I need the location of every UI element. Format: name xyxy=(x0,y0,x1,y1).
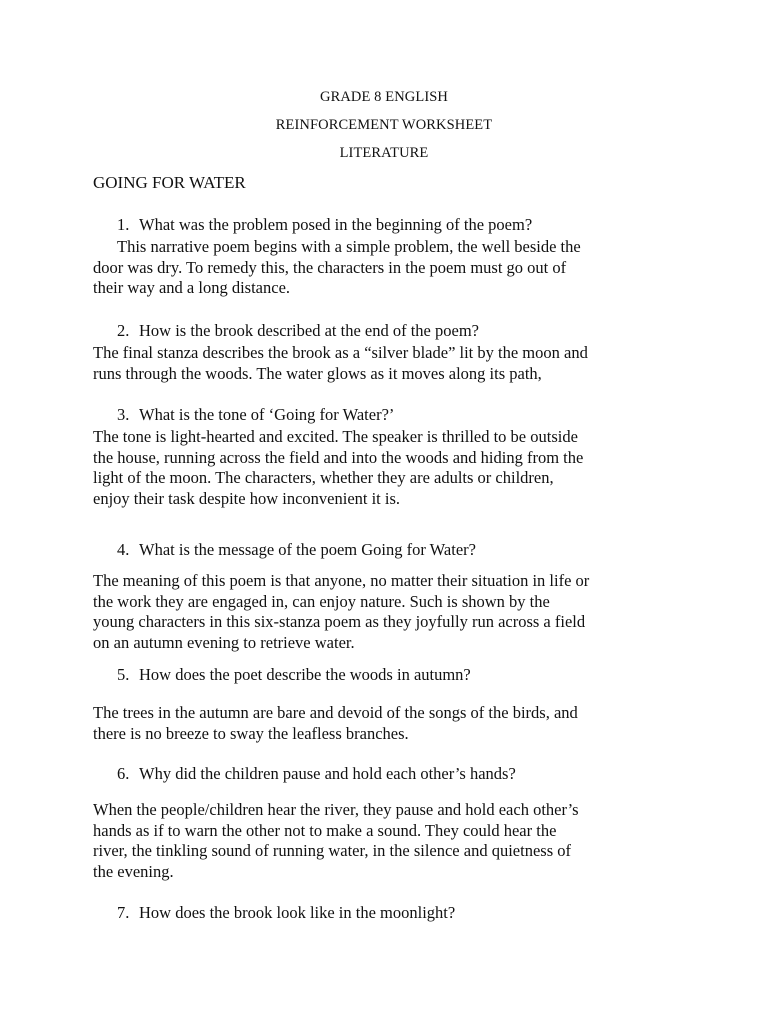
answer-2 xyxy=(93,343,693,384)
poem-title: GOING FOR WATER xyxy=(93,173,246,192)
answer-line: there is no breeze to sway the leafless branches. xyxy=(93,723,409,743)
question-text: How is the brook described at the end of the poem? xyxy=(139,321,479,340)
answer-line: When the people/children hear the river, they pause and hold each other’s xyxy=(93,800,579,819)
answer-line: the house, running across the field and into the woods and hiding from the xyxy=(93,447,584,467)
answer-1 xyxy=(93,237,717,299)
answer-line: enjoy their task despite how inconvenient it is. xyxy=(93,488,401,508)
question-text: What was the problem posed in the beginning of the poem? xyxy=(139,215,533,234)
question-text: How does the brook look like in the moonlight? xyxy=(139,903,456,922)
question-number: 1. xyxy=(117,215,130,234)
answer-line: river, the tinkling sound of running water, in the silence and quietness of xyxy=(93,841,571,860)
answer-4 xyxy=(93,571,693,653)
answer-line: light of the moon. The characters, whether they are adults or children, xyxy=(93,468,554,487)
question-number: 4. xyxy=(117,540,130,559)
answer-line: on an autumn evening to retrieve water. xyxy=(93,632,355,652)
subject-heading: LITERATURE xyxy=(339,145,429,161)
answer-line: The tone is light-hearted and excited. The speaker is thrilled to be outside xyxy=(93,427,578,446)
question-number: 7. xyxy=(117,903,130,922)
question-5 xyxy=(117,665,717,686)
question-4 xyxy=(117,540,717,561)
answer-5 xyxy=(93,703,693,744)
question-1 xyxy=(117,215,717,236)
answer-line: The meaning of this poem is that anyone, no matter their situation in life or xyxy=(93,571,590,590)
question-3 xyxy=(117,405,717,426)
question-6 xyxy=(117,764,717,785)
worksheet-heading: REINFORCEMENT WORKSHEET xyxy=(275,117,493,133)
question-text: What is the tone of ‘Going for Water?’ xyxy=(139,405,395,424)
question-number: 2. xyxy=(117,321,130,340)
answer-line: runs through the woods. The water glows as it moves along its path, xyxy=(93,363,542,383)
question-number: 3. xyxy=(117,405,130,424)
question-7 xyxy=(117,903,717,924)
grade-heading: GRADE 8 ENGLISH xyxy=(320,89,448,105)
answer-line: The trees in the autumn are bare and devoid of the songs of the birds, and xyxy=(93,703,578,722)
answer-line: the evening. xyxy=(93,861,174,881)
question-text: Why did the children pause and hold each other’s hands? xyxy=(139,764,516,783)
answer-line: hands as if to warn the other not to make a sound. They could hear the xyxy=(93,820,557,840)
question-number: 6. xyxy=(117,764,130,783)
answer-line: The final stanza describes the brook as a “silver blade” lit by the moon and xyxy=(93,343,588,362)
answer-3 xyxy=(93,427,693,509)
question-number: 5. xyxy=(117,665,130,684)
question-text: How does the poet describe the woods in autumn? xyxy=(139,665,471,684)
answer-line: This narrative poem begins with a simple problem, the well beside the xyxy=(117,237,581,256)
answer-6 xyxy=(93,800,693,882)
answer-line: their way and a long distance. xyxy=(93,278,291,297)
answer-line: young characters in this six-stanza poem as they joyfully run across a field xyxy=(93,612,586,631)
answer-line: door was dry. To remedy this, the characters in the poem must go out of xyxy=(93,257,567,277)
question-2 xyxy=(117,321,717,342)
answer-line: the work they are engaged in, can enjoy nature. Such is shown by the xyxy=(93,591,550,611)
question-text: What is the message of the poem Going for Water? xyxy=(139,540,476,559)
